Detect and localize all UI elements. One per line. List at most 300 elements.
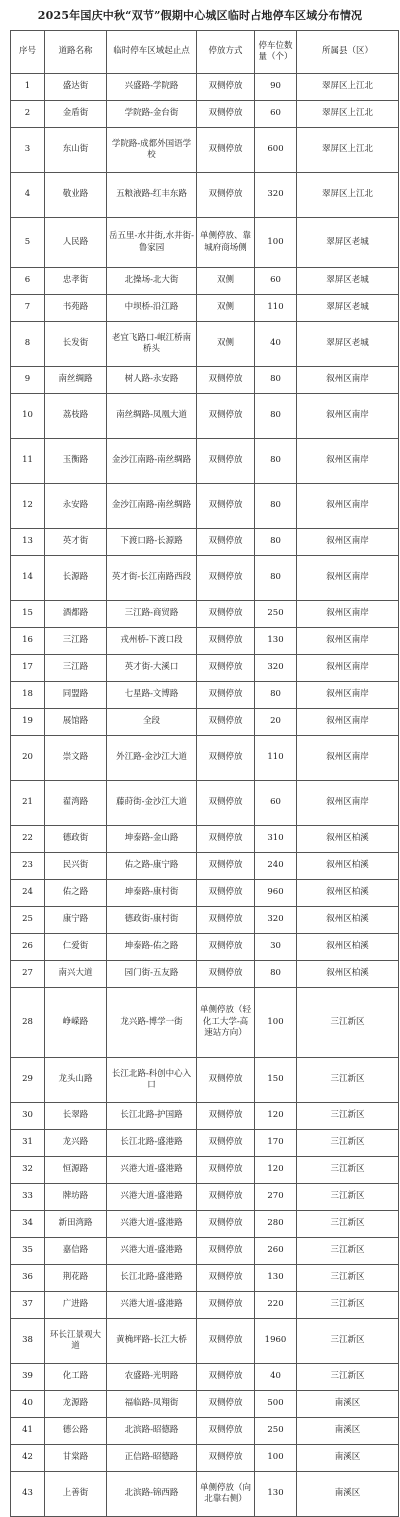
district: 翠屏区上江北 [297,101,399,128]
parking-range: 英才街-长江南路西段 [107,556,197,601]
row-index: 24 [11,880,45,907]
district: 叙州区南岸 [297,628,399,655]
page-title: 2025年国庆中秋“双节”假期中心城区临时占地停车区域分布情况 [37,9,363,22]
space-count: 220 [255,1292,297,1319]
parking-range: 藤莳街-金沙江大道 [107,781,197,826]
row-index: 2 [11,101,45,128]
parking-mode: 双侧停放 [197,128,255,173]
district: 叙州区柏溪 [297,880,399,907]
district: 叙州区柏溪 [297,934,399,961]
parking-mode: 双侧停放 [197,1292,255,1319]
space-count: 120 [255,1157,297,1184]
road-name: 新田湾路 [45,1211,107,1238]
row-index: 35 [11,1238,45,1265]
parking-range: 戎州桥-下渡口段 [107,628,197,655]
table-row [11,853,399,880]
parking-range: 德政街-康村街 [107,907,197,934]
district: 南溪区 [297,1391,399,1418]
row-index: 36 [11,1265,45,1292]
parking-mode: 双侧停放 [197,556,255,601]
parking-range: 三江路-商贸路 [107,601,197,628]
space-count: 80 [255,961,297,988]
road-name: 金盾街 [45,101,107,128]
parking-range: 学院路-金台街 [107,101,197,128]
table-row [11,173,399,218]
row-index: 7 [11,295,45,322]
table-row [11,736,399,781]
road-name: 仁爱街 [45,934,107,961]
road-name: 甘棠路 [45,1445,107,1472]
row-index: 34 [11,1211,45,1238]
table-row [11,1130,399,1157]
table-row [11,1445,399,1472]
row-index: 20 [11,736,45,781]
space-count: 130 [255,628,297,655]
road-name: 南兴大道 [45,961,107,988]
header-district: 所属县（区） [297,31,399,74]
parking-range: 福临路-凤翔街 [107,1391,197,1418]
district: 叙州区柏溪 [297,907,399,934]
parking-range: 北滨路-锦西路 [107,1472,197,1517]
parking-range: 长江北路-盛港路 [107,1130,197,1157]
road-name: 民兴街 [45,853,107,880]
parking-mode: 双侧停放 [197,709,255,736]
space-count: 40 [255,1364,297,1391]
parking-mode: 双侧 [197,295,255,322]
parking-mode: 双侧停放 [197,484,255,529]
row-index: 4 [11,173,45,218]
row-index: 26 [11,934,45,961]
space-count: 320 [255,173,297,218]
space-count: 320 [255,907,297,934]
road-name: 南丝绸路 [45,367,107,394]
parking-range: 兴盛路-学院路 [107,74,197,101]
road-name: 盛达街 [45,74,107,101]
header-index: 序号 [11,31,45,74]
table-row [11,907,399,934]
parking-range: 兴港大道-盛港路 [107,1184,197,1211]
parking-range: 老宜飞路口-岷江桥南桥头 [107,322,197,367]
table-row [11,1211,399,1238]
row-index: 18 [11,682,45,709]
district: 叙州区南岸 [297,439,399,484]
parking-range: 北操场-北大街 [107,268,197,295]
table-row [11,781,399,826]
road-name: 德公路 [45,1418,107,1445]
road-name: 书苑路 [45,295,107,322]
space-count: 120 [255,1103,297,1130]
space-count: 130 [255,1472,297,1517]
parking-mode: 双侧停放 [197,1130,255,1157]
row-index: 37 [11,1292,45,1319]
district: 翠屏区上江北 [297,173,399,218]
table-row [11,826,399,853]
space-count: 250 [255,601,297,628]
row-index: 40 [11,1391,45,1418]
parking-mode: 双侧停放 [197,934,255,961]
parking-mode: 单侧停放（轻化工大学-高速站方向） [197,988,255,1058]
district: 叙州区柏溪 [297,853,399,880]
road-name: 广进路 [45,1292,107,1319]
parking-mode: 双侧停放 [197,439,255,484]
space-count: 60 [255,101,297,128]
road-name: 荔枝路 [45,394,107,439]
district: 三江新区 [297,1238,399,1265]
table-row [11,394,399,439]
parking-range: 兴港大道-盛港路 [107,1292,197,1319]
parking-range: 长江北路-科创中心入口 [107,1058,197,1103]
district: 叙州区南岸 [297,601,399,628]
parking-range: 坤泰路-佑之路 [107,934,197,961]
row-index: 23 [11,853,45,880]
table-row [11,934,399,961]
parking-range: 龙兴路-博学一街 [107,988,197,1058]
parking-mode: 双侧停放 [197,74,255,101]
table-header-row [11,31,399,74]
row-index: 41 [11,1418,45,1445]
parking-range: 金沙江南路-南丝绸路 [107,484,197,529]
header-road: 道路名称 [45,31,107,74]
space-count: 80 [255,682,297,709]
parking-mode: 双侧停放 [197,1265,255,1292]
row-index: 15 [11,601,45,628]
space-count: 270 [255,1184,297,1211]
space-count: 130 [255,1265,297,1292]
parking-mode: 双侧停放 [197,1364,255,1391]
table-row [11,74,399,101]
space-count: 100 [255,988,297,1058]
road-name: 峥嵘路 [45,988,107,1058]
row-index: 3 [11,128,45,173]
table-row [11,268,399,295]
parking-range: 下渡口路-长源路 [107,529,197,556]
district: 三江新区 [297,1157,399,1184]
space-count: 260 [255,1238,297,1265]
district: 三江新区 [297,1058,399,1103]
table-row [11,218,399,268]
district: 叙州区南岸 [297,367,399,394]
road-name: 恒源路 [45,1157,107,1184]
parking-mode: 双侧停放 [197,655,255,682]
table-row [11,880,399,907]
table-row [11,367,399,394]
road-name: 龙兴路 [45,1130,107,1157]
road-name: 化工路 [45,1364,107,1391]
table-row [11,988,399,1058]
parking-range: 南丝绸路-凤凰大道 [107,394,197,439]
parking-mode: 双侧停放 [197,1238,255,1265]
road-name: 东山街 [45,128,107,173]
row-index: 29 [11,1058,45,1103]
road-name: 永安路 [45,484,107,529]
row-index: 11 [11,439,45,484]
space-count: 30 [255,934,297,961]
road-name: 康宁路 [45,907,107,934]
parking-mode: 双侧停放 [197,394,255,439]
road-name: 酒都路 [45,601,107,628]
table-row [11,601,399,628]
row-index: 27 [11,961,45,988]
row-index: 12 [11,484,45,529]
table-row [11,529,399,556]
space-count: 80 [255,394,297,439]
parking-range: 佑之路-康宁路 [107,853,197,880]
road-name: 玉衡路 [45,439,107,484]
district: 叙州区柏溪 [297,826,399,853]
parking-range: 北滨路-昭德路 [107,1418,197,1445]
district: 翠屏区老城 [297,295,399,322]
table-row [11,439,399,484]
district: 三江新区 [297,1211,399,1238]
space-count: 250 [255,1418,297,1445]
row-index: 8 [11,322,45,367]
road-name: 环长江景观大道 [45,1319,107,1364]
parking-range: 全段 [107,709,197,736]
table-row [11,556,399,601]
road-name: 英才街 [45,529,107,556]
road-name: 长翠路 [45,1103,107,1130]
parking-mode: 单侧停放、靠城府商场侧 [197,218,255,268]
parking-range: 农盛路-光明路 [107,1364,197,1391]
road-name: 佑之路 [45,880,107,907]
row-index: 28 [11,988,45,1058]
parking-mode: 双侧停放 [197,781,255,826]
parking-range: 长江北路-护国路 [107,1103,197,1130]
road-name: 龙头山路 [45,1058,107,1103]
row-index: 31 [11,1130,45,1157]
table-row [11,961,399,988]
parking-mode: 双侧停放 [197,907,255,934]
row-index: 13 [11,529,45,556]
district: 叙州区南岸 [297,484,399,529]
space-count: 60 [255,781,297,826]
row-index: 6 [11,268,45,295]
parking-range: 金沙江南路-南丝绸路 [107,439,197,484]
row-index: 25 [11,907,45,934]
table-row [11,1265,399,1292]
district: 南溪区 [297,1445,399,1472]
table-row [11,295,399,322]
parking-mode: 双侧停放 [197,628,255,655]
parking-mode: 双侧停放 [197,601,255,628]
parking-mode: 双侧停放 [197,1445,255,1472]
road-name: 龙源路 [45,1391,107,1418]
road-name: 崇文路 [45,736,107,781]
space-count: 240 [255,853,297,880]
road-name: 荆花路 [45,1265,107,1292]
parking-mode: 双侧停放 [197,173,255,218]
row-index: 21 [11,781,45,826]
road-name: 人民路 [45,218,107,268]
parking-mode: 双侧停放 [197,1211,255,1238]
parking-range: 兴港大道-盛港路 [107,1238,197,1265]
district: 三江新区 [297,1130,399,1157]
district: 叙州区南岸 [297,736,399,781]
district: 叙州区南岸 [297,655,399,682]
road-name: 忠孝街 [45,268,107,295]
row-index: 39 [11,1364,45,1391]
parking-range: 兴港大道-盛港路 [107,1211,197,1238]
table-row [11,682,399,709]
parking-range: 英才街-大溪口 [107,655,197,682]
parking-mode: 双侧停放 [197,367,255,394]
space-count: 310 [255,826,297,853]
space-count: 80 [255,556,297,601]
row-index: 30 [11,1103,45,1130]
parking-range: 岳五里-水井街,水井街-鲁家园 [107,218,197,268]
table-row [11,655,399,682]
table-row [11,1238,399,1265]
road-name: 德政街 [45,826,107,853]
space-count: 90 [255,74,297,101]
space-count: 320 [255,655,297,682]
parking-range: 长江北路-盛港路 [107,1265,197,1292]
parking-mode: 双侧停放 [197,1103,255,1130]
parking-mode: 双侧 [197,322,255,367]
parking-mode: 双侧停放 [197,529,255,556]
road-name: 展馆路 [45,709,107,736]
row-index: 10 [11,394,45,439]
table-row [11,709,399,736]
parking-range: 坤泰路-金山路 [107,826,197,853]
parking-mode: 单侧停放（向北靠右侧） [197,1472,255,1517]
row-index: 17 [11,655,45,682]
row-index: 22 [11,826,45,853]
table-row [11,1103,399,1130]
parking-table [10,30,399,1517]
space-count: 110 [255,295,297,322]
space-count: 80 [255,367,297,394]
district: 三江新区 [297,1364,399,1391]
district: 翠屏区老城 [297,218,399,268]
space-count: 1960 [255,1319,297,1364]
parking-mode: 双侧停放 [197,1058,255,1103]
parking-mode: 双侧停放 [197,682,255,709]
space-count: 80 [255,484,297,529]
parking-range: 树人路-永安路 [107,367,197,394]
road-name: 上善街 [45,1472,107,1517]
district: 翠屏区老城 [297,268,399,295]
district: 叙州区南岸 [297,781,399,826]
district: 叙州区南岸 [297,394,399,439]
row-index: 16 [11,628,45,655]
parking-range: 中坝桥-沿江路 [107,295,197,322]
parking-range: 学院路-成都外国语学校 [107,128,197,173]
row-index: 14 [11,556,45,601]
district: 叙州区南岸 [297,682,399,709]
district: 叙州区南岸 [297,556,399,601]
header-range: 临时停车区域起止点 [107,31,197,74]
table-row [11,128,399,173]
space-count: 80 [255,529,297,556]
parking-mode: 双侧停放 [197,826,255,853]
parking-mode: 双侧停放 [197,1184,255,1211]
space-count: 500 [255,1391,297,1418]
space-count: 100 [255,218,297,268]
table-row [11,1157,399,1184]
table-row [11,1184,399,1211]
parking-mode: 双侧停放 [197,1319,255,1364]
space-count: 150 [255,1058,297,1103]
row-index: 42 [11,1445,45,1472]
parking-range: 坤泰路-康村街 [107,880,197,907]
road-name: 敬业路 [45,173,107,218]
table-row [11,1364,399,1391]
district: 南溪区 [297,1472,399,1517]
district: 三江新区 [297,988,399,1058]
table-row [11,322,399,367]
table-row [11,101,399,128]
district: 翠屏区老城 [297,322,399,367]
space-count: 600 [255,128,297,173]
road-name: 三江路 [45,628,107,655]
road-name: 同盟路 [45,682,107,709]
table-row [11,1058,399,1103]
row-index: 5 [11,218,45,268]
row-index: 32 [11,1157,45,1184]
parking-mode: 双侧停放 [197,853,255,880]
district: 三江新区 [297,1319,399,1364]
table-row [11,1472,399,1517]
district: 三江新区 [297,1184,399,1211]
district: 南溪区 [297,1418,399,1445]
space-count: 80 [255,439,297,484]
space-count: 100 [255,1445,297,1472]
parking-mode: 双侧停放 [197,961,255,988]
road-name: 三江路 [45,655,107,682]
parking-range: 正信路-昭德路 [107,1445,197,1472]
road-name: 翟湾路 [45,781,107,826]
district: 翠屏区上江北 [297,74,399,101]
table-row [11,1319,399,1364]
table-row [11,1418,399,1445]
row-index: 19 [11,709,45,736]
row-index: 43 [11,1472,45,1517]
district: 三江新区 [297,1103,399,1130]
parking-range: 外江路-金沙江大道 [107,736,197,781]
district: 翠屏区上江北 [297,128,399,173]
row-index: 9 [11,367,45,394]
parking-range: 五粮液路-红丰东路 [107,173,197,218]
row-index: 1 [11,74,45,101]
district: 三江新区 [297,1265,399,1292]
space-count: 170 [255,1130,297,1157]
parking-range: 兴港大道-盛港路 [107,1157,197,1184]
table-row [11,484,399,529]
space-count: 40 [255,322,297,367]
row-index: 33 [11,1184,45,1211]
parking-mode: 双侧停放 [197,101,255,128]
parking-mode: 双侧 [197,268,255,295]
parking-mode: 双侧停放 [197,1418,255,1445]
header-count: 停车位数量（个） [255,31,297,74]
parking-range: 黄桷坪路-长江大桥 [107,1319,197,1364]
parking-range: 园门街-五友路 [107,961,197,988]
table-row [11,1391,399,1418]
district: 叙州区南岸 [297,529,399,556]
space-count: 60 [255,268,297,295]
space-count: 20 [255,709,297,736]
parking-mode: 双侧停放 [197,880,255,907]
district: 叙州区南岸 [297,709,399,736]
road-name: 长源路 [45,556,107,601]
space-count: 110 [255,736,297,781]
space-count: 280 [255,1211,297,1238]
district: 叙州区柏溪 [297,961,399,988]
row-index: 38 [11,1319,45,1364]
road-name: 牌坊路 [45,1184,107,1211]
header-mode: 停放方式 [197,31,255,74]
